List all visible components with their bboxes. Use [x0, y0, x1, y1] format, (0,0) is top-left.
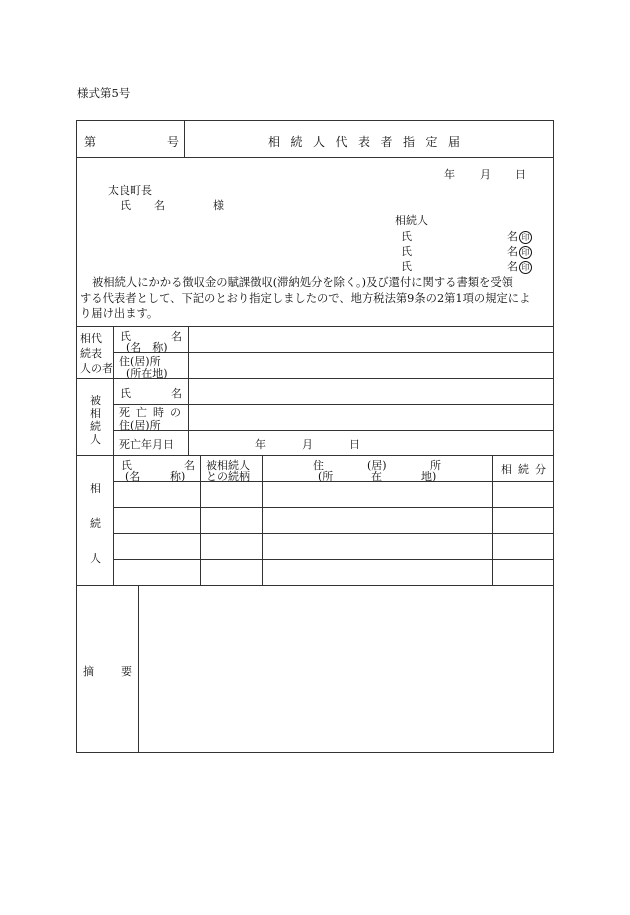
rule-heir-3	[113, 559, 554, 560]
rule-heir-2	[113, 533, 554, 534]
heir-sign-given-1	[507, 228, 532, 244]
rep-address-sub: (所在地)	[126, 367, 168, 380]
death-date-day: 日	[349, 438, 360, 451]
rule-label-col	[113, 326, 114, 585]
rule-share-col	[492, 455, 493, 585]
rule-name-col	[200, 455, 201, 585]
seal-icon: 印	[519, 231, 532, 244]
remarks-label-1: 摘	[83, 665, 94, 678]
col-address-5: 在	[371, 470, 382, 483]
body-line-1: 被相続人にかかる徴収金の賦課徴収(滞納処分を除く。)及び還付に関する書類を受領	[92, 276, 513, 289]
rule-dec-2	[113, 430, 554, 431]
heir-sign-given-text: 名	[507, 245, 518, 258]
number-label-last: 号	[167, 135, 180, 149]
rep-address: 住(居)所	[119, 355, 161, 368]
decedent-label-1: 被	[90, 394, 101, 407]
rule-heir-end	[76, 585, 554, 586]
form-title: 相続人代表者指定届	[268, 135, 471, 149]
col-address-4: (所	[318, 470, 334, 483]
decedent-label-3: 続	[90, 420, 101, 433]
heir-sign-given-text: 名	[507, 260, 518, 273]
addressee-name-2: 名	[154, 199, 165, 212]
heir-sign-given-2	[507, 243, 532, 259]
addressee-office: 太良町長	[108, 184, 152, 197]
rep-name-1: 氏	[120, 330, 131, 343]
rule-dec-end	[76, 455, 554, 456]
heir-sign-given-text: 名	[507, 230, 518, 243]
heir-sign-surname-2: 氏	[401, 245, 412, 258]
heirs-label-1: 相	[90, 482, 101, 495]
heir-sign-surname-1: 氏	[401, 230, 412, 243]
col-address-6: 地)	[421, 470, 437, 483]
addressee-name-1: 氏	[120, 199, 131, 212]
heirs-label-3: 人	[90, 552, 101, 565]
form-number: 様式第5号	[77, 86, 131, 100]
col-name-4: 称)	[170, 470, 186, 483]
addressee-honorific: 様	[213, 199, 224, 212]
rep-label-1: 相代	[80, 332, 102, 345]
heir-sign-surname-3: 氏	[401, 260, 412, 273]
col-name-2: 名	[184, 459, 195, 472]
col-address-2: (居)	[367, 459, 387, 472]
col-relation-1: 被相続人	[206, 459, 250, 472]
death-date-month: 月	[302, 438, 313, 451]
col-name-3: (名	[125, 470, 141, 483]
rep-name-2: 名	[171, 330, 182, 343]
rule-rep-mid	[113, 352, 554, 353]
col-relation-2: との続柄	[206, 470, 250, 483]
rule-field-col	[188, 326, 189, 455]
seal-icon: 印	[519, 246, 532, 259]
date-month: 月	[480, 168, 491, 181]
decedent-addr-2: 住(居)所	[119, 419, 161, 432]
heirs-label-2: 続	[90, 517, 101, 530]
number-label-first: 第	[84, 135, 97, 149]
heirs-sign-label: 相続人	[395, 214, 428, 227]
rule-heir-1	[113, 507, 554, 508]
col-address-3: 所	[430, 459, 441, 472]
decedent-label-4: 人	[90, 433, 101, 446]
body-line-2: する代表者として、下記のとおり指定しましたので、地方税法第9条の2第1項の規定によ	[80, 292, 531, 305]
death-date-label: 死亡年月日	[119, 438, 174, 451]
decedent-addr-1: 死亡時の	[119, 406, 187, 419]
date-year: 年	[444, 168, 455, 181]
rule-intro	[76, 326, 554, 327]
rule-header-split	[184, 120, 185, 157]
rule-remarks-col	[138, 585, 139, 753]
body-line-3: り届け出ます。	[80, 307, 159, 320]
col-address-1: 住	[313, 459, 324, 472]
decedent-name-2: 名	[171, 387, 182, 400]
decedent-name-1: 氏	[120, 387, 131, 400]
remarks-label-2: 要	[121, 665, 132, 678]
rep-label-2: 続表	[80, 347, 102, 360]
rule-rel-col	[262, 455, 263, 585]
col-name-1: 氏	[121, 459, 132, 472]
col-share: 相続分	[501, 463, 552, 476]
date-day: 日	[515, 168, 526, 181]
rule-header	[76, 157, 554, 158]
seal-icon: 印	[519, 261, 532, 274]
rep-label-3: 人の者	[80, 362, 113, 375]
heir-sign-given-3	[507, 258, 532, 274]
death-date-year: 年	[255, 438, 266, 451]
decedent-label-2: 相	[90, 407, 101, 420]
rep-name-sub: (名 称)	[126, 341, 168, 354]
